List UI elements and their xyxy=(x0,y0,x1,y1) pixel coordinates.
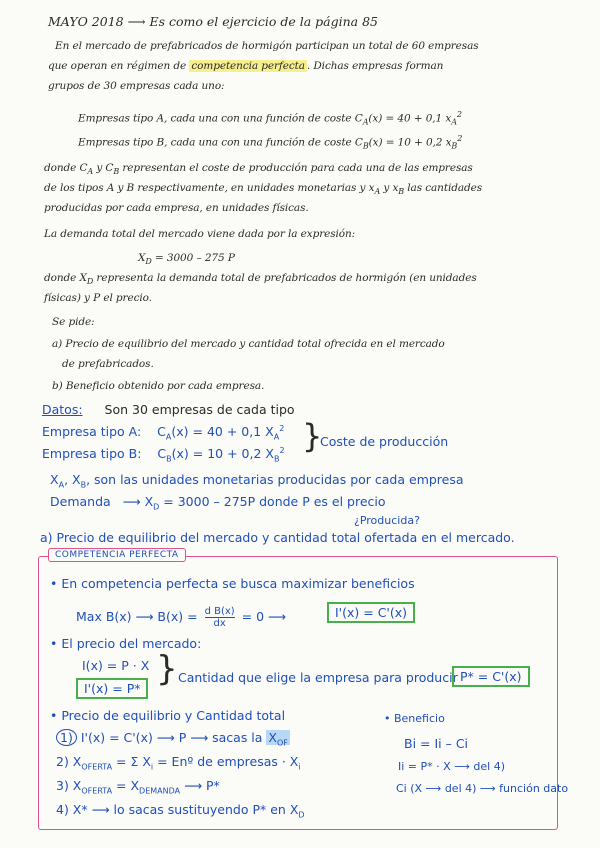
statement-line: de los tipos A y B respectivamente, en unidades monetarias y $x_A$ y $x_B$ las cantidades xyxy=(44,182,483,197)
step-3: 3) $X_{OFERTA} = X_{DEMANDA}$ ⟶ P* xyxy=(56,778,220,796)
bullet-maximize: • En competencia perfecta se busca maximizar beneficios xyxy=(50,576,415,591)
datos-label: Datos: xyxy=(42,402,83,417)
units-note: $X_A$, $X_B$, son las unidades monetarias producidas por cada empresa xyxy=(50,472,464,490)
step-4: 4) X* ⟶ lo sacas sustituyendo P* en $X_D$ xyxy=(56,802,305,820)
statement-line: físicas) y P el precio. xyxy=(44,292,152,304)
beneficio-cost: Ci (X ⟶ del 4) ⟶ función dato xyxy=(396,782,569,795)
datos-section: Datos: Son 30 empresas de cada tipo xyxy=(42,402,295,417)
max-formula: Max B(x) ⟶ B(x) = $\frac{\text{d B(x)}}{dx}$ = 0 ⟶ xyxy=(76,606,286,629)
question-a-cont: de prefabricados. xyxy=(62,358,154,370)
competencia-tag: COMPETENCIA PERFECTA xyxy=(48,548,186,562)
step-1: 1) I'(x) = C'(x) ⟶ P ⟶ sacas la $X_{OF}$ xyxy=(56,730,290,748)
ask-heading: Se pide: xyxy=(52,316,95,328)
datos-row-a: Empresa tipo A: $C_A(x) = 40 + 0,1$ $X_A^2$ xyxy=(42,424,285,442)
qty-note: Cantidad que elige la empresa para producir xyxy=(178,670,458,685)
brace-note: Coste de producción xyxy=(320,434,449,449)
beneficio-formula: Bi = Ii – Ci xyxy=(404,736,469,751)
beneficio-income: Ii = P* · X ⟶ del 4) xyxy=(398,760,506,773)
result-box-ic: I'(x) = C'(x) xyxy=(327,602,415,623)
bullet-precio: • El precio del mercado: xyxy=(50,636,202,651)
bullet-equilibrio: • Precio de equilibrio y Cantidad total xyxy=(50,708,286,723)
brace-icon: } xyxy=(156,649,178,689)
question-a: a) Precio de equilibrio del mercado y cantidad total ofrecida en el mercado xyxy=(52,338,445,350)
statement-line: La demanda total del mercado viene dada por la expresión: xyxy=(44,228,356,240)
statement-line: donde $X_D$ representa la demanda total de prefabricados de hormigón (en unidades xyxy=(44,272,477,287)
statement-line: En el mercado de prefabricados de hormigón participan un total de 60 empresas xyxy=(55,40,479,52)
step-1-number: 1) xyxy=(56,729,77,746)
company-type-b: Empresas tipo B, cada una con una función de coste $C_B(x) = 10 + 0,2$ $x_B^2$ xyxy=(78,134,463,151)
result-box-pc: P* = C'(x) xyxy=(452,666,530,687)
highlight-xof: $X_{OF}$ xyxy=(268,730,288,748)
demand-formula: $X_D = 3000 - 275$ P xyxy=(138,252,235,267)
beneficio-heading: • Beneficio xyxy=(384,712,445,725)
solution-a-heading: a) Precio de equilibrio del mercado y cantidad total ofertada en el mercado. xyxy=(40,530,515,545)
company-type-a: Empresas tipo A, cada una con una función de coste $C_A(x) = 40 + 0,1$ $x_A^2$ xyxy=(78,110,462,127)
datos-row-b: Empresa tipo B: $C_B(x) = 10 + 0,2$ $X_B^2$ xyxy=(42,446,285,464)
statement-line: que operan en régimen de competencia perfecta . Dichas empresas forman xyxy=(48,60,444,72)
income-formula: I(x) = P · X xyxy=(82,658,150,673)
question-b: b) Beneficio obtenido por cada empresa. xyxy=(52,380,265,392)
derivative-fraction: $\frac{\text{d B(x)}}{dx}$ xyxy=(204,606,235,629)
result-box-ip: I'(x) = P* xyxy=(76,678,148,699)
page-title: MAYO 2018 ⟶ Es como el ejercicio de la página 85 xyxy=(48,14,379,29)
statement-line: grupos de 30 empresas cada uno: xyxy=(48,80,225,92)
note-producida: ¿Producida? xyxy=(354,514,420,527)
demanda-row: Demanda ⟶ $X_D = 3000 - 275P$ donde P es el precio xyxy=(50,494,386,512)
step-2: 2) $X_{OFERTA} = \Sigma$ $X_i$ = Enº de empresas · $X_i$ xyxy=(56,754,301,772)
statement-line: donde $C_A$ y $C_B$ representan el coste de producción para cada una de las empresas xyxy=(44,162,473,177)
brace-icon: } xyxy=(302,417,323,455)
statement-line: producidas por cada empresa, en unidades físicas. xyxy=(44,202,309,214)
highlight-competencia: competencia perfecta xyxy=(191,60,305,72)
